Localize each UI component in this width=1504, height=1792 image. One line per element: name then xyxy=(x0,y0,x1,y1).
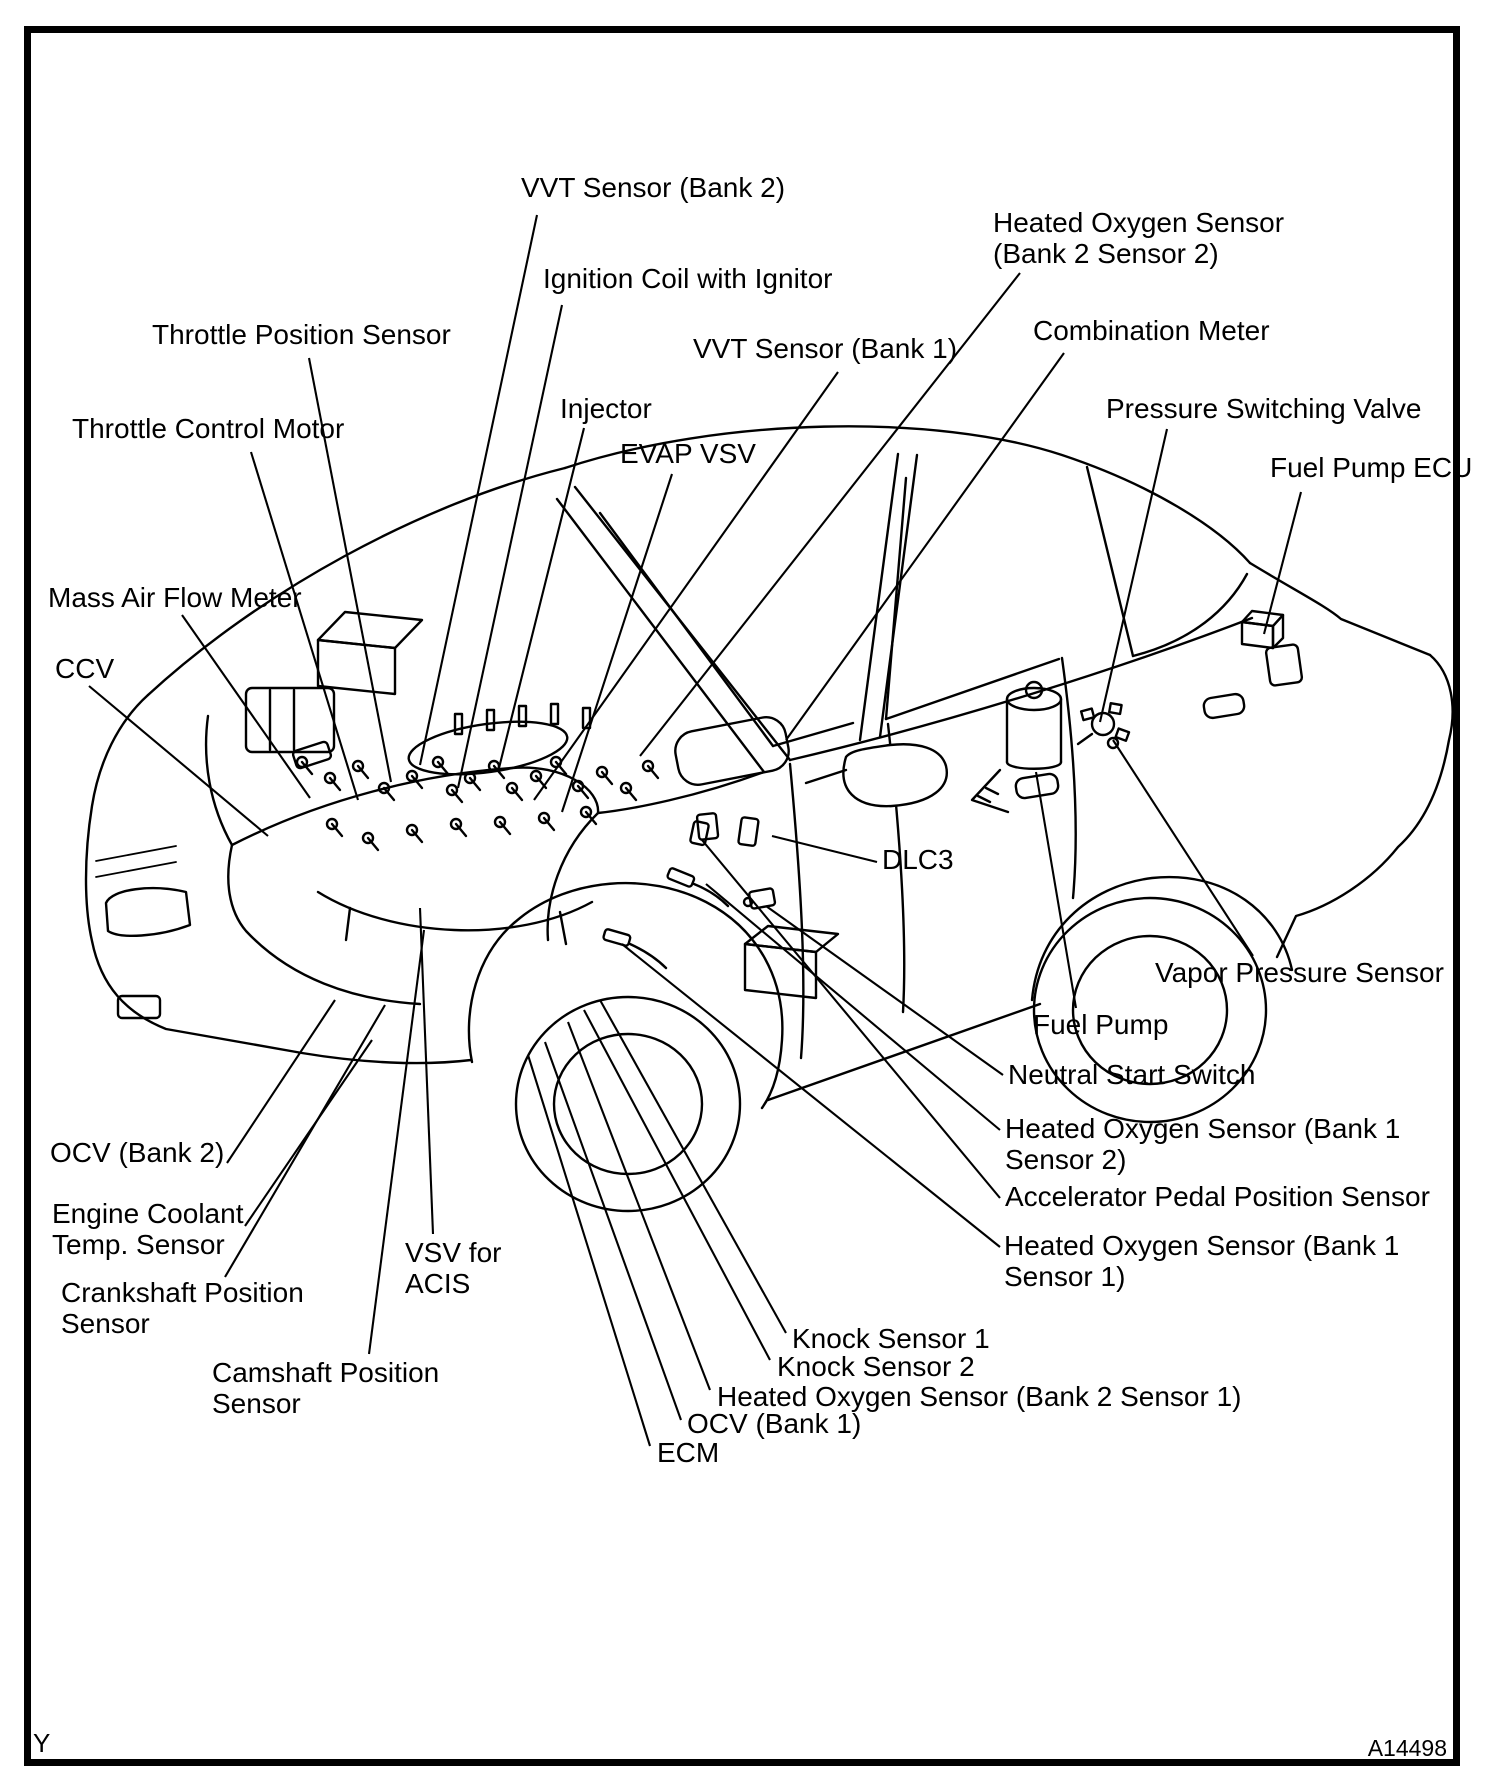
car-illustration xyxy=(86,426,1453,1211)
label-evap-vsv: EVAP VSV xyxy=(620,438,756,469)
label-pressure-switching-valve: Pressure Switching Valve xyxy=(1106,393,1422,424)
figure-code: A14498 xyxy=(1367,1735,1447,1761)
leader-line-fuel-pump-ecu xyxy=(1264,492,1301,634)
headlight xyxy=(106,888,190,936)
leader-line-ecm xyxy=(528,1055,650,1446)
leader-line-combination-meter xyxy=(786,353,1064,740)
label-ocv-bank-2: OCV (Bank 2) xyxy=(50,1137,225,1168)
leader-line-mass-air-flow-meter xyxy=(182,615,310,798)
dlc3-part xyxy=(738,817,759,846)
label-heated-oxygen-sensor-bank2-sensor2: Heated Oxygen Sensor (Bank 2 Sensor 2) xyxy=(993,207,1285,269)
label-combination-meter: Combination Meter xyxy=(1033,315,1270,346)
leader-line-evap-vsv xyxy=(562,474,672,812)
engine-bay-parts xyxy=(246,612,658,944)
labels-layer xyxy=(48,172,1472,1468)
label-vsv-for-acis: VSV for ACIS xyxy=(405,1237,502,1299)
label-crankshaft-position-sensor: Crankshaft Position Sensor xyxy=(61,1277,304,1339)
leader-line-knock-sensor-1 xyxy=(600,1000,786,1333)
leader-line-vapor-pressure-sensor xyxy=(1113,740,1253,956)
fuel-filler-door xyxy=(1266,644,1303,686)
label-throttle-position-sensor: Throttle Position Sensor xyxy=(152,319,451,350)
label-neutral-start-switch: Neutral Start Switch xyxy=(1008,1059,1256,1090)
combination-meter-part xyxy=(672,714,792,788)
label-injector: Injector xyxy=(560,393,652,424)
label-engine-coolant-temp-sensor: Engine Coolant Temp. Sensor xyxy=(52,1198,244,1260)
corner-mark: Y xyxy=(33,1728,51,1758)
leader-line-fuel-pump xyxy=(1036,772,1076,1008)
label-vapor-pressure-sensor: Vapor Pressure Sensor xyxy=(1155,957,1444,988)
label-vvt-sensor-bank-1: VVT Sensor (Bank 1) xyxy=(693,333,958,364)
label-throttle-control-motor: Throttle Control Motor xyxy=(72,413,345,444)
leader-line-knock-sensor-2 xyxy=(584,1010,770,1360)
leader-line-heated-oxygen-sensor-bank1-sensor2 xyxy=(706,884,1000,1130)
leader-line-heated-oxygen-sensor-bank1-sensor1 xyxy=(622,944,1000,1247)
label-heated-oxygen-sensor-bank2-sensor1: Heated Oxygen Sensor (Bank 2 Sensor 1) xyxy=(717,1381,1242,1412)
label-knock-sensor-1: Knock Sensor 1 xyxy=(792,1323,990,1354)
leader-line-ocv-bank-1 xyxy=(545,1042,681,1420)
label-ocv-bank-1: OCV (Bank 1) xyxy=(687,1408,862,1439)
leader-line-accelerator-pedal-position-sensor xyxy=(702,840,1000,1198)
leader-line-dlc3 xyxy=(772,836,877,862)
label-knock-sensor-2: Knock Sensor 2 xyxy=(777,1351,975,1382)
leader-line-vvt-sensor-bank-1 xyxy=(534,372,838,800)
car-body-outline xyxy=(86,426,1453,1211)
label-mass-air-flow-meter: Mass Air Flow Meter xyxy=(48,582,302,613)
rear-door-handle xyxy=(1203,693,1246,719)
leader-line-ignition-coil-with-ignitor xyxy=(458,305,562,788)
oxygen-sensor-part xyxy=(603,929,631,947)
label-heated-oxygen-sensor-bank1-sensor2: Heated Oxygen Sensor (Bank 1 Sensor 2) xyxy=(1005,1113,1401,1175)
leader-line-ocv-bank-2 xyxy=(227,1000,335,1163)
leader-line-ccv xyxy=(89,686,268,836)
door-mirror xyxy=(843,744,946,806)
label-fuel-pump: Fuel Pump xyxy=(1033,1009,1169,1040)
label-ecm: ECM xyxy=(657,1437,720,1468)
label-accelerator-pedal-position-sensor: Accelerator Pedal Position Sensor xyxy=(1005,1181,1430,1212)
neutral-start-switch-part xyxy=(749,888,776,909)
label-heated-oxygen-sensor-bank1-sensor1: Heated Oxygen Sensor (Bank 1 Sensor 1) xyxy=(1004,1230,1400,1292)
label-ignition-coil-with-ignitor: Ignition Coil with Ignitor xyxy=(543,263,833,294)
leader-line-injector xyxy=(498,428,584,772)
fuel-system-parts xyxy=(972,611,1283,812)
label-fuel-pump-ecu: Fuel Pump ECU xyxy=(1270,452,1473,483)
label-vvt-sensor-bank-2: VVT Sensor (Bank 2) xyxy=(521,172,786,203)
label-camshaft-position-sensor: Camshaft Position Sensor xyxy=(212,1357,440,1419)
fuel-pump-ecu-part xyxy=(1242,611,1283,648)
label-dlc3: DLC3 xyxy=(882,844,954,875)
label-ccv: CCV xyxy=(55,653,115,684)
leader-line-vsv-for-acis xyxy=(420,908,433,1234)
oxygen-sensor-part xyxy=(667,867,695,887)
